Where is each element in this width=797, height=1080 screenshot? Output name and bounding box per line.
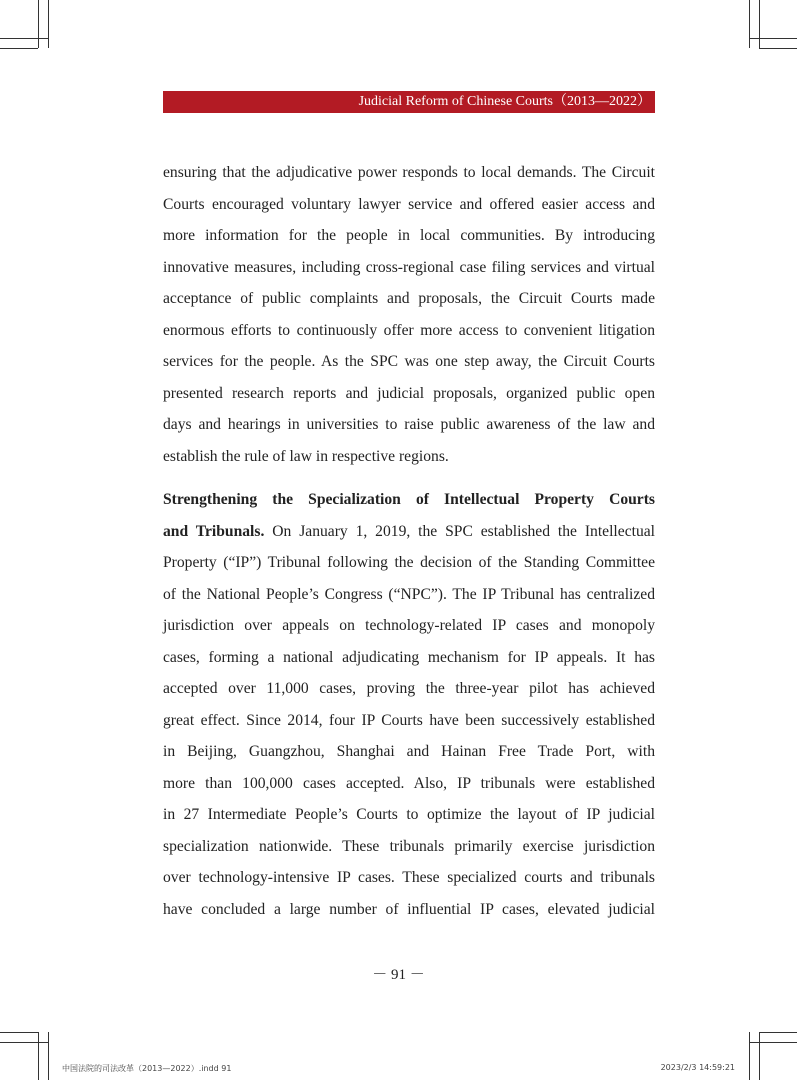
crop-mark (759, 1032, 760, 1080)
text-line: more information for the people in local communities. By introducing (163, 227, 655, 244)
section-heading-end: and Tribunals. (163, 522, 265, 540)
text-line: great effect. Since 2014, four IP Courts have been successively established (163, 711, 655, 729)
crop-mark (0, 38, 48, 39)
text-line: ensuring that the adjudicative power responds to local demands. The Circuit (163, 164, 655, 181)
crop-mark (0, 1042, 48, 1043)
crop-mark (749, 0, 750, 48)
text-line: establish the rule of law in respective regions. (163, 447, 449, 465)
crop-mark (759, 1032, 797, 1033)
text-line: days and hearings in universities to raise public awareness of the law and (163, 416, 655, 433)
paragraph-ip-courts (163, 484, 655, 925)
text-line: have concluded a large number of influential IP cases, elevated judicial (163, 900, 655, 918)
running-header-title: Judicial Reform of Chinese Courts（2013—2022） (358, 94, 651, 109)
crop-mark (38, 1032, 39, 1080)
crop-mark (38, 0, 39, 48)
text-line: presented research reports and judicial proposals, organized public open (163, 384, 655, 402)
section-heading: Strengthening the Specialization of Intellectual Property Courts (163, 491, 655, 508)
page-body (163, 157, 655, 925)
paragraph-circuit-courts (163, 157, 655, 472)
print-slug-filename: 中国法院的司法改革（2013—2022）.indd 91 (62, 1064, 232, 1073)
text-line: in 27 Intermediate People’s Courts to optimize the layout of IP judicial (163, 806, 655, 823)
crop-mark (0, 48, 38, 49)
text-line (163, 516, 655, 548)
crop-mark (749, 38, 797, 39)
text-line: acceptance of public complaints and proposals, the Circuit Courts made (163, 290, 655, 307)
running-header (163, 91, 655, 113)
text-line: cases, forming a national adjudicating mechanism for IP appeals. It has (163, 648, 655, 666)
text-line: specialization nationwide. These tribunals primarily exercise jurisdiction (163, 837, 655, 855)
crop-mark (749, 1042, 797, 1043)
text-line: in Beijing, Guangzhou, Shanghai and Hainan Free Trade Port, with (163, 743, 655, 760)
text-line: innovative measures, including cross-regional case filing services and virtual (163, 258, 655, 276)
crop-mark (759, 48, 797, 49)
paragraph-gap (163, 472, 655, 484)
text-line: enormous efforts to continuously offer more access to convenient litigation (163, 321, 655, 339)
page-number: － 91 － (372, 967, 425, 983)
crop-mark (749, 1032, 750, 1080)
crop-mark (759, 0, 760, 48)
crop-mark (0, 1032, 38, 1033)
text-line: of the National People’s Congress (“NPC”). The IP Tribunal has centralized (163, 585, 655, 603)
crop-mark (48, 0, 49, 48)
text-line: services for the people. As the SPC was one step away, the Circuit Courts (163, 353, 655, 370)
text-line: Courts encouraged voluntary lawyer service and offered easier access and (163, 195, 655, 213)
text-line: accepted over 11,000 cases, proving the three-year pilot has achieved (163, 680, 655, 697)
print-slug-timestamp: 2023/2/3 14:59:21 (660, 1063, 735, 1072)
text-line: jurisdiction over appeals on technology-related IP cases and monopoly (163, 617, 655, 634)
text-line: more than 100,000 cases accepted. Also, IP tribunals were established (163, 774, 655, 792)
text-line: Property (“IP”) Tribunal following the decision of the Standing Committee (163, 554, 655, 571)
text-line: over technology-intensive IP cases. These specialized courts and tribunals (163, 869, 655, 886)
text-run: On January 1, 2019, the SPC established the Intellectual (264, 522, 655, 540)
crop-mark (48, 1032, 49, 1080)
